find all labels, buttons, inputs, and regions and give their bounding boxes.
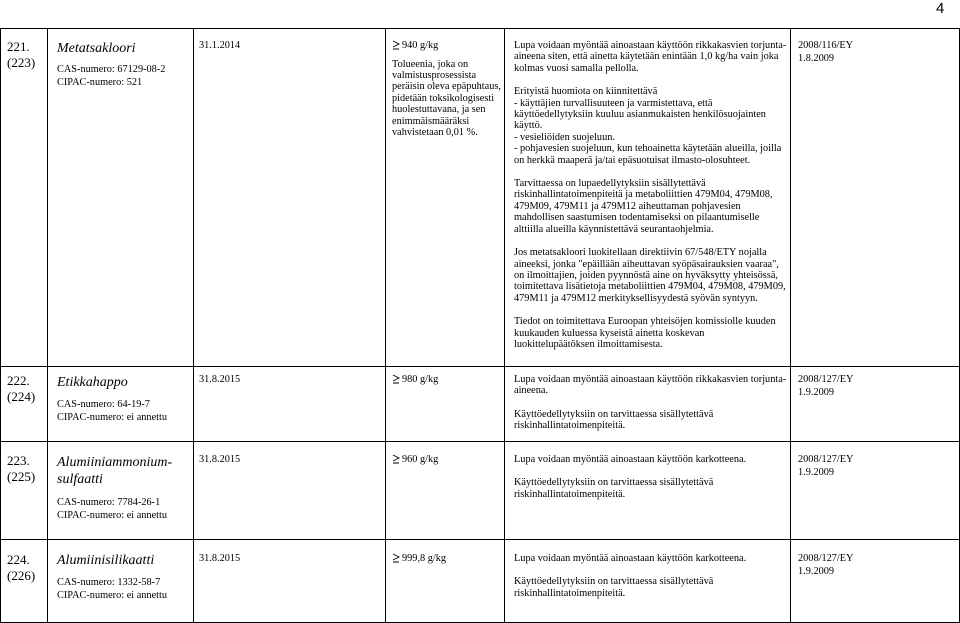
purity-note-line: Tolueenia, joka on: [392, 58, 469, 70]
column-rule: [504, 28, 505, 623]
cipac-number: CIPAC-numero: 521: [57, 76, 143, 88]
specific-provisions: [514, 454, 788, 512]
column-rule: [47, 28, 48, 623]
cas-number: CAS-numero: 64-19-7: [57, 399, 150, 410]
provision-line: Käyttöedellytyksiin on tarvittaessa sisällytettävä: [514, 477, 714, 489]
purity: 940 g/kg Tolueenia, joka on valmistusprosessista peräisin oleva epäpuhtaus, pidetään toksikologisesti huolestuttavana, ja sen enimmäismääräksi vahvistetaan 0,01 %.: [392, 40, 501, 139]
provision-line: Lupa voidaan myöntää ainoastaan käyttöön karkotteena.: [514, 553, 747, 564]
substance-name-cont: sulfaatti: [57, 472, 103, 487]
provision-line: Erityistä huomiota on kiinnitettävä: [514, 86, 658, 98]
substance-info: [57, 454, 189, 522]
table-rule: [0, 539, 960, 540]
provision-line: käyttöedellytyksiin kuuluu asianmukaisten henkilösuojainten: [514, 109, 766, 121]
provision-paragraph: [514, 247, 788, 304]
provision-line: Käyttöedellytyksiin on tarvittaessa sisällytettävä: [514, 576, 714, 588]
provision-paragraph: [514, 316, 788, 350]
entry-number: 222. (224): [7, 373, 36, 404]
substance-name: Alumiiniammonium-: [57, 455, 173, 470]
directive-ref: 2008/127/EY 1.9.2009: [798, 454, 854, 478]
expiry-date: 31.8.2015: [199, 454, 241, 465]
provision-line: Lupa voidaan myöntää ainoastaan käyttöön rikkakasvien torjunta-: [514, 40, 787, 51]
purity-note-line: pidetään toksikologisesti: [392, 92, 495, 104]
provision-line: Tiedot on toimitettava Euroopan yhteisöjen komissiolle kuuden: [514, 316, 776, 328]
purity-note-line: enimmäismääräksi: [392, 115, 470, 127]
provision-line: 479M11 ja 479M12 merkityksellisyydestä syövän syntyyn.: [514, 292, 758, 304]
greater-equal-icon: [392, 374, 400, 384]
table-rule: [0, 441, 960, 442]
greater-equal-icon: [392, 40, 400, 50]
provision-line: käyttö.: [514, 120, 543, 132]
provision-paragraph: [514, 409, 788, 432]
provision-line: - vesieliöiden suojeluun.: [514, 131, 615, 143]
cipac-number: CIPAC-numero: ei annettu: [57, 589, 168, 601]
column-rule: [193, 28, 194, 623]
provision-line: Lupa voidaan myöntää ainoastaan käyttöön rikkakasvien torjunta-: [514, 374, 787, 385]
expiry-date: 31.8.2015: [199, 553, 241, 564]
specific-provisions: [514, 374, 788, 444]
cas-number: CAS-numero: 7784-26-1: [57, 497, 161, 508]
provision-paragraph: [514, 178, 788, 235]
provision-line: kolmas vuosi samalla pellolla.: [514, 62, 639, 74]
provision-paragraph: [514, 374, 788, 397]
page-number: 4: [936, 0, 945, 17]
provision-line: Käyttöedellytyksiin on tarvittaessa sisällytettävä: [514, 408, 714, 420]
provision-line: toimitettava lisätietoja metaboliittien 479M04, 479M08, 479M09,: [514, 281, 786, 293]
purity-note-line: valmistusprosessista: [392, 70, 477, 81]
column-rule: [790, 28, 791, 623]
purity-note-line: peräisin oleva epäpuhtaus,: [392, 81, 501, 93]
provision-line: Lupa voidaan myöntää ainoastaan käyttöön karkotteena.: [514, 454, 747, 465]
provision-line: mahdollisen saastumisen todentamiseksi on pilaantumiselle: [514, 212, 760, 224]
purity-note: [392, 59, 502, 139]
greater-equal-icon: [392, 553, 400, 563]
provision-paragraph: [514, 576, 788, 599]
provision-line: on herkkä maaperä ja/tai epäsuotuisat ilmasto-olosuhteet.: [514, 154, 751, 166]
entry-number: 224. (226): [7, 552, 36, 583]
provision-paragraph: [514, 86, 788, 166]
provision-paragraph: [514, 40, 788, 74]
provision-line: riskinhallintatoimenpiteitä.: [514, 420, 626, 432]
substance-name: Alumiinisilikaatti: [57, 553, 155, 568]
substance-info: [57, 374, 189, 424]
entry-number: 223. (225): [7, 453, 36, 484]
specific-provisions: [514, 553, 788, 611]
substance-name: Metatsakloori: [57, 41, 136, 56]
column-rule: [385, 28, 386, 623]
cipac-number: CIPAC-numero: ei annettu: [57, 509, 168, 521]
purity-note-line: vahvistetaan 0,01 %.: [392, 127, 478, 139]
directive-ref: 2008/127/EY 1.9.2009: [798, 374, 854, 398]
expiry-date: 31.8.2015: [199, 374, 241, 385]
expiry-date: 31.1.2014: [199, 40, 241, 51]
column-rule: [0, 28, 1, 623]
provision-line: aineena siten, että ainetta käytetään enintään 1,0 kg/ha vain joka: [514, 51, 779, 63]
provision-paragraph: [514, 454, 788, 465]
specific-provisions: [514, 40, 788, 362]
purity: 960 g/kg: [392, 454, 502, 467]
purity: 980 g/kg: [392, 374, 502, 387]
provision-line: - pohjavesien suojeluun, kun tehoainetta käytetään alueilla, joilla: [514, 143, 782, 155]
cipac-number: CIPAC-numero: ei annettu: [57, 411, 168, 423]
provision-line: 479M09, 479M11 ja 479M12 aiheuttaman pohjavesien: [514, 200, 741, 212]
substance-info: [57, 40, 189, 89]
purity-note-line: huolestuttavana, ja sen: [392, 104, 486, 116]
provision-line: aineeksi, jonka "epäillään aiheuttavan syöpäsairauksien vaaraa",: [514, 258, 779, 270]
substance-info: [57, 552, 189, 602]
entry-number: 221. (223): [7, 39, 36, 70]
provision-line: riskinhallintatoimenpiteitä.: [514, 587, 626, 599]
greater-equal-icon: [392, 454, 400, 464]
directive-ref: 2008/116/EY 1.8.2009: [798, 40, 854, 64]
provision-line: luokittelupäätöksen ilmoittamisesta.: [514, 338, 663, 350]
table-rule: [0, 366, 960, 367]
provision-line: aineena.: [514, 385, 549, 397]
provision-paragraph: [514, 553, 788, 564]
provision-line: kuukauden kuluessa kyseistä ainetta koskevan: [514, 327, 705, 339]
substance-name: Etikkahappo: [57, 375, 128, 390]
provision-line: alttiilla alueilla käynnistettävä seurantaohjelmia.: [514, 223, 714, 235]
provision-line: Tarvittaessa on lupaedellytyksiin sisällytettävä: [514, 178, 706, 190]
provision-line: riskinhallintatoimenpiteitä ja metaboliittien 479M04, 479M08,: [514, 189, 773, 201]
table-rule: [0, 28, 960, 29]
directive-ref: 2008/127/EY 1.9.2009: [798, 553, 854, 577]
provision-line: Jos metatsakloori luokitellaan direktiivin 67/548/ETY nojalla: [514, 247, 767, 259]
provision-line: - käyttäjien turvallisuuteen ja varmistettava, että: [514, 97, 713, 109]
cas-number: CAS-numero: 1332-58-7: [57, 577, 161, 588]
provision-line: on ilmoittajien, joiden pyynnöstä aine on hyväksytty yhteisössä,: [514, 269, 778, 281]
cas-number: CAS-numero: 67129-08-2: [57, 64, 166, 75]
provision-paragraph: [514, 477, 788, 500]
provision-line: riskinhallintatoimenpiteitä.: [514, 488, 626, 500]
purity: 999,8 g/kg: [392, 553, 502, 566]
